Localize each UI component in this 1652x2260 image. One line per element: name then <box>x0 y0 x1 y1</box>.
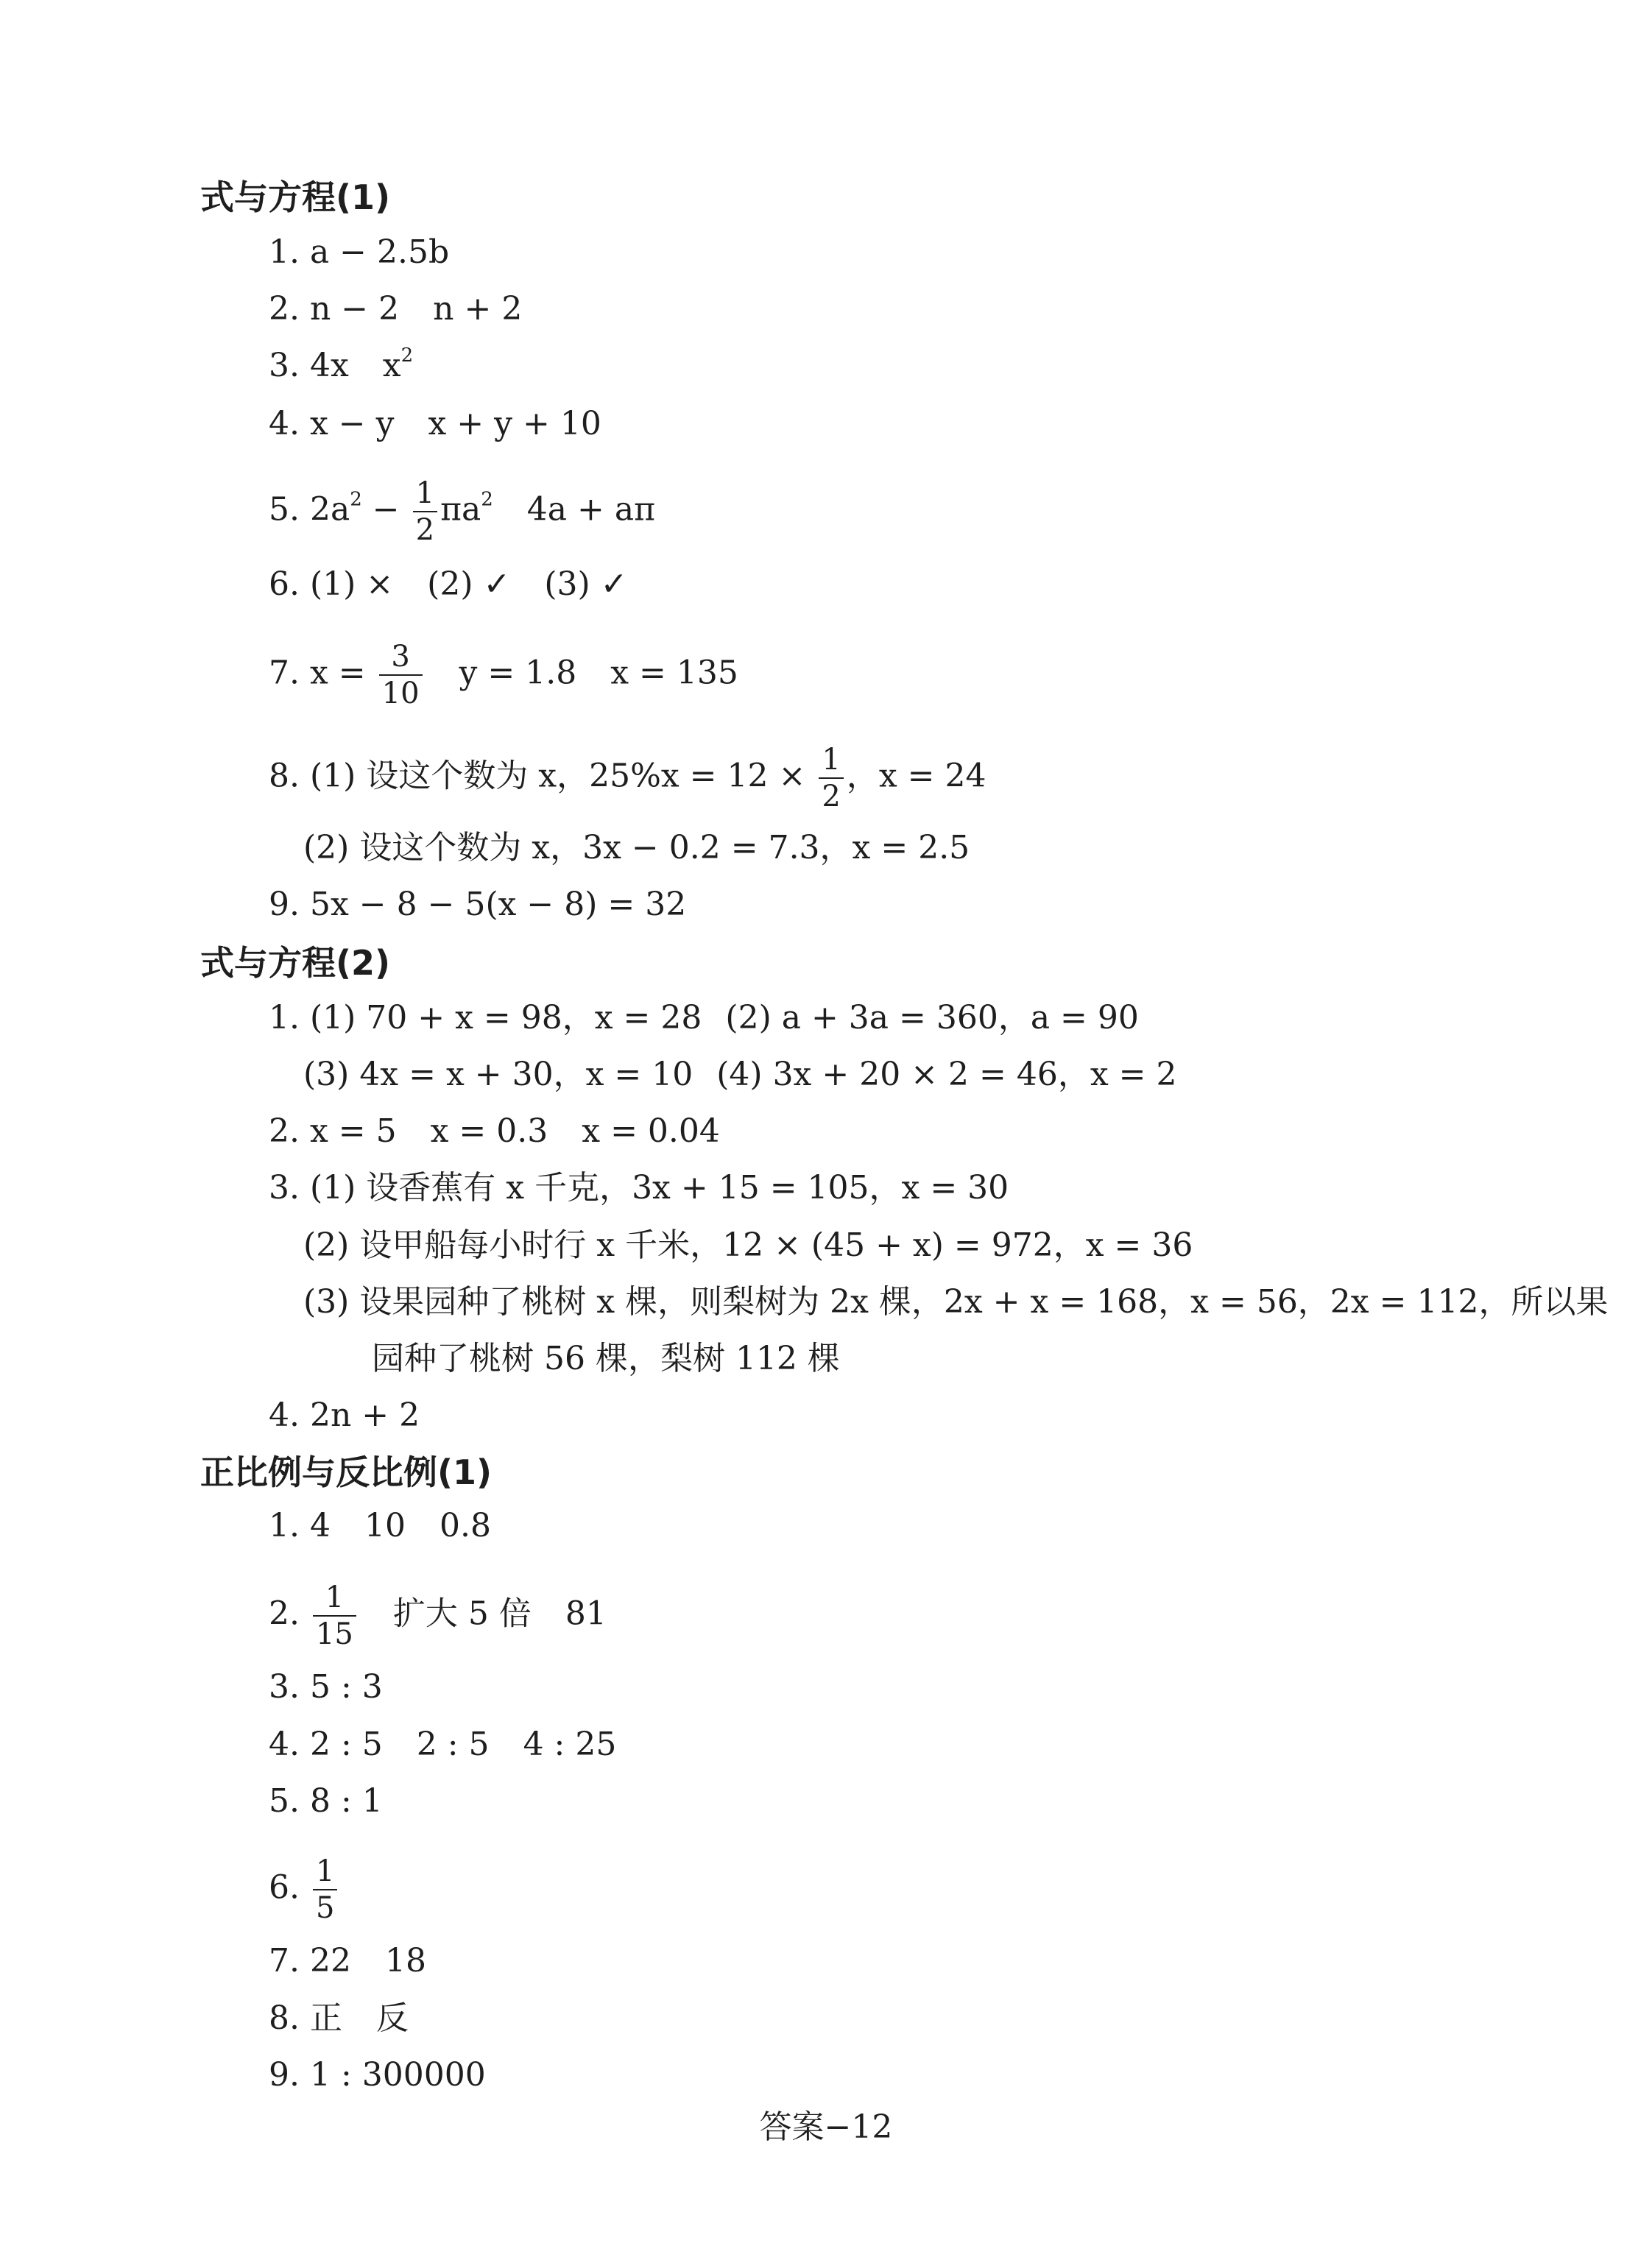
s1-answer-8-1 <box>269 745 986 811</box>
s3-answer-1b: 10 <box>364 1507 406 1544</box>
s3-answer-6-fraction <box>313 1854 337 1925</box>
s1-answer-3b-exponent: 2 <box>400 345 414 367</box>
s3-answer-1 <box>269 1504 491 1548</box>
s1-answer-3 <box>269 344 413 388</box>
s3-answer-4 <box>269 1723 616 1767</box>
s1-answer-6a: 6. (1) × <box>269 565 394 603</box>
s3-answer-3: 3. 5 : 3 <box>269 1668 383 1706</box>
s2-answer-1-2: (2) a + 3a = 360，a = 90 <box>725 999 1139 1037</box>
s3-answer-4c: 4 : 25 <box>523 1726 617 1763</box>
s1-answer-5b: 4a + aπ <box>526 490 655 529</box>
s1-answer-4a: 4. x − y <box>269 405 395 442</box>
s3-answer-1c: 0.8 <box>439 1507 491 1544</box>
fraction-denominator: 15 <box>313 1615 356 1649</box>
s2-answer-2b: x = 0.3 <box>430 1112 548 1150</box>
s3-answer-9: 9. 1 : 300000 <box>269 2056 486 2094</box>
s3-answer-8 <box>269 1996 409 2041</box>
s3-answer-2b: 扩大 5 倍 <box>392 1595 532 1633</box>
s1-answer-5-exponent1: 2 <box>350 488 362 511</box>
s1-answer-7b: y = 1.8 <box>459 654 577 692</box>
s1-answer-7-lhs: 7. x = <box>269 654 366 692</box>
s3-answer-6 <box>269 1854 340 1925</box>
s2-answer-1-1: 1. (1) 70 + x = 98，x = 28 <box>269 999 702 1037</box>
fraction-denominator: 5 <box>313 1889 337 1923</box>
s1-answer-5-term1: 5. 2a <box>269 490 350 529</box>
s3-answer-6-number: 6. <box>269 1868 300 1907</box>
s1-answer-8-1-result: ，x = 24 <box>846 757 986 795</box>
s3-answer-8b: 反 <box>375 1999 409 2037</box>
s2-answer-3-3-continued: 园种了桃树 56 棵，梨树 112 棵 <box>372 1340 840 1377</box>
s1-answer-2 <box>269 287 522 331</box>
s1-answer-2b: n + 2 <box>433 290 523 328</box>
s1-answer-8-1-text: 8. (1) 设这个数为 x，25%x = 12 × <box>269 757 806 795</box>
s1-answer-7 <box>269 642 738 708</box>
s2-answer-1-3: (3) 4x = x + 30，x = 10 <box>303 1056 693 1093</box>
section-title-equations-1: 式与方程(1) <box>200 177 391 217</box>
s1-answer-3a: 3. 4x <box>269 347 349 384</box>
s1-answer-3b: x <box>382 347 401 384</box>
s3-answer-2c: 81 <box>565 1595 607 1633</box>
s2-answer-2a: 2. x = 5 <box>269 1112 397 1150</box>
s1-answer-8-2: (2) 设这个数为 x，3x − 0.2 = 7.3，x = 2.5 <box>303 829 970 866</box>
s3-answer-4b: 2 : 5 <box>416 1726 490 1763</box>
s1-answer-5 <box>269 476 655 547</box>
s1-answer-6b: (2) ✓ <box>427 565 511 603</box>
s1-answer-7-fraction <box>379 642 423 708</box>
s2-answer-1-row1 <box>269 996 1139 1040</box>
s3-answer-4a: 4. 2 : 5 <box>269 1726 383 1763</box>
s3-answer-1a: 1. 4 <box>269 1507 331 1544</box>
s2-answer-3-3: (3) 设果园种了桃树 x 棵，则梨树为 2x 棵，2x + x = 168，x = 56，2x = 112，所以果 <box>303 1283 1609 1321</box>
s1-answer-9: 9. 5x − 8 − 5(x − 8) = 32 <box>269 886 687 923</box>
s1-answer-5-minus: − <box>372 490 400 529</box>
s2-answer-4: 4. 2n + 2 <box>269 1396 420 1434</box>
fraction-numerator: 1 <box>822 743 841 777</box>
fraction-numerator: 1 <box>315 1854 335 1888</box>
s3-answer-7 <box>269 1939 426 1983</box>
s3-answer-8a: 8. 正 <box>269 1999 342 2037</box>
s1-answer-2a: 2. n − 2 <box>269 290 400 328</box>
fraction-denominator: 10 <box>379 674 423 708</box>
s2-answer-1-4: (4) 3x + 20 × 2 = 46，x = 2 <box>716 1056 1177 1093</box>
s3-answer-5: 5. 8 : 1 <box>269 1782 383 1820</box>
s2-answer-3-2: (2) 设甲船每小时行 x 千米，12 × (45 + x) = 972，x = 36 <box>303 1226 1193 1264</box>
s1-answer-6 <box>269 562 628 607</box>
s2-answer-2 <box>269 1109 720 1154</box>
s2-answer-1-row2 <box>303 1053 1177 1097</box>
s3-answer-2-fraction <box>313 1583 356 1649</box>
s2-answer-2c: x = 0.04 <box>582 1112 720 1150</box>
s1-answer-7c: x = 135 <box>610 654 738 692</box>
section-title-equations-2: 式与方程(2) <box>200 943 391 983</box>
s1-answer-4b: x + y + 10 <box>428 405 601 442</box>
fraction-numerator: 1 <box>325 1581 345 1614</box>
s1-answer-1: 1. a − 2.5b <box>269 233 450 271</box>
fraction-denominator: 2 <box>819 777 843 811</box>
fraction-denominator: 2 <box>413 511 437 545</box>
fraction-numerator: 3 <box>391 640 410 674</box>
s3-answer-7b: 18 <box>384 1942 426 1980</box>
s3-answer-7a: 7. 22 <box>269 1942 351 1980</box>
section-title-proportion-1: 正比例与反比例(1) <box>200 1452 493 1492</box>
s3-answer-2-number: 2. <box>269 1595 300 1633</box>
s1-answer-8-1-fraction <box>819 745 843 811</box>
s1-answer-5-exponent2: 2 <box>481 488 493 511</box>
s2-answer-3-1: 3. (1) 设香蕉有 x 千克，3x + 15 = 105，x = 30 <box>269 1169 1009 1207</box>
s1-answer-6c: (3) ✓ <box>544 565 628 603</box>
s1-answer-5-fraction <box>413 476 437 547</box>
s1-answer-4 <box>269 402 601 446</box>
s3-answer-2 <box>269 1583 607 1649</box>
fraction-numerator: 1 <box>415 476 435 510</box>
page-footer: 答案−12 <box>759 2108 893 2146</box>
s1-answer-5-term2: πa <box>440 490 481 529</box>
